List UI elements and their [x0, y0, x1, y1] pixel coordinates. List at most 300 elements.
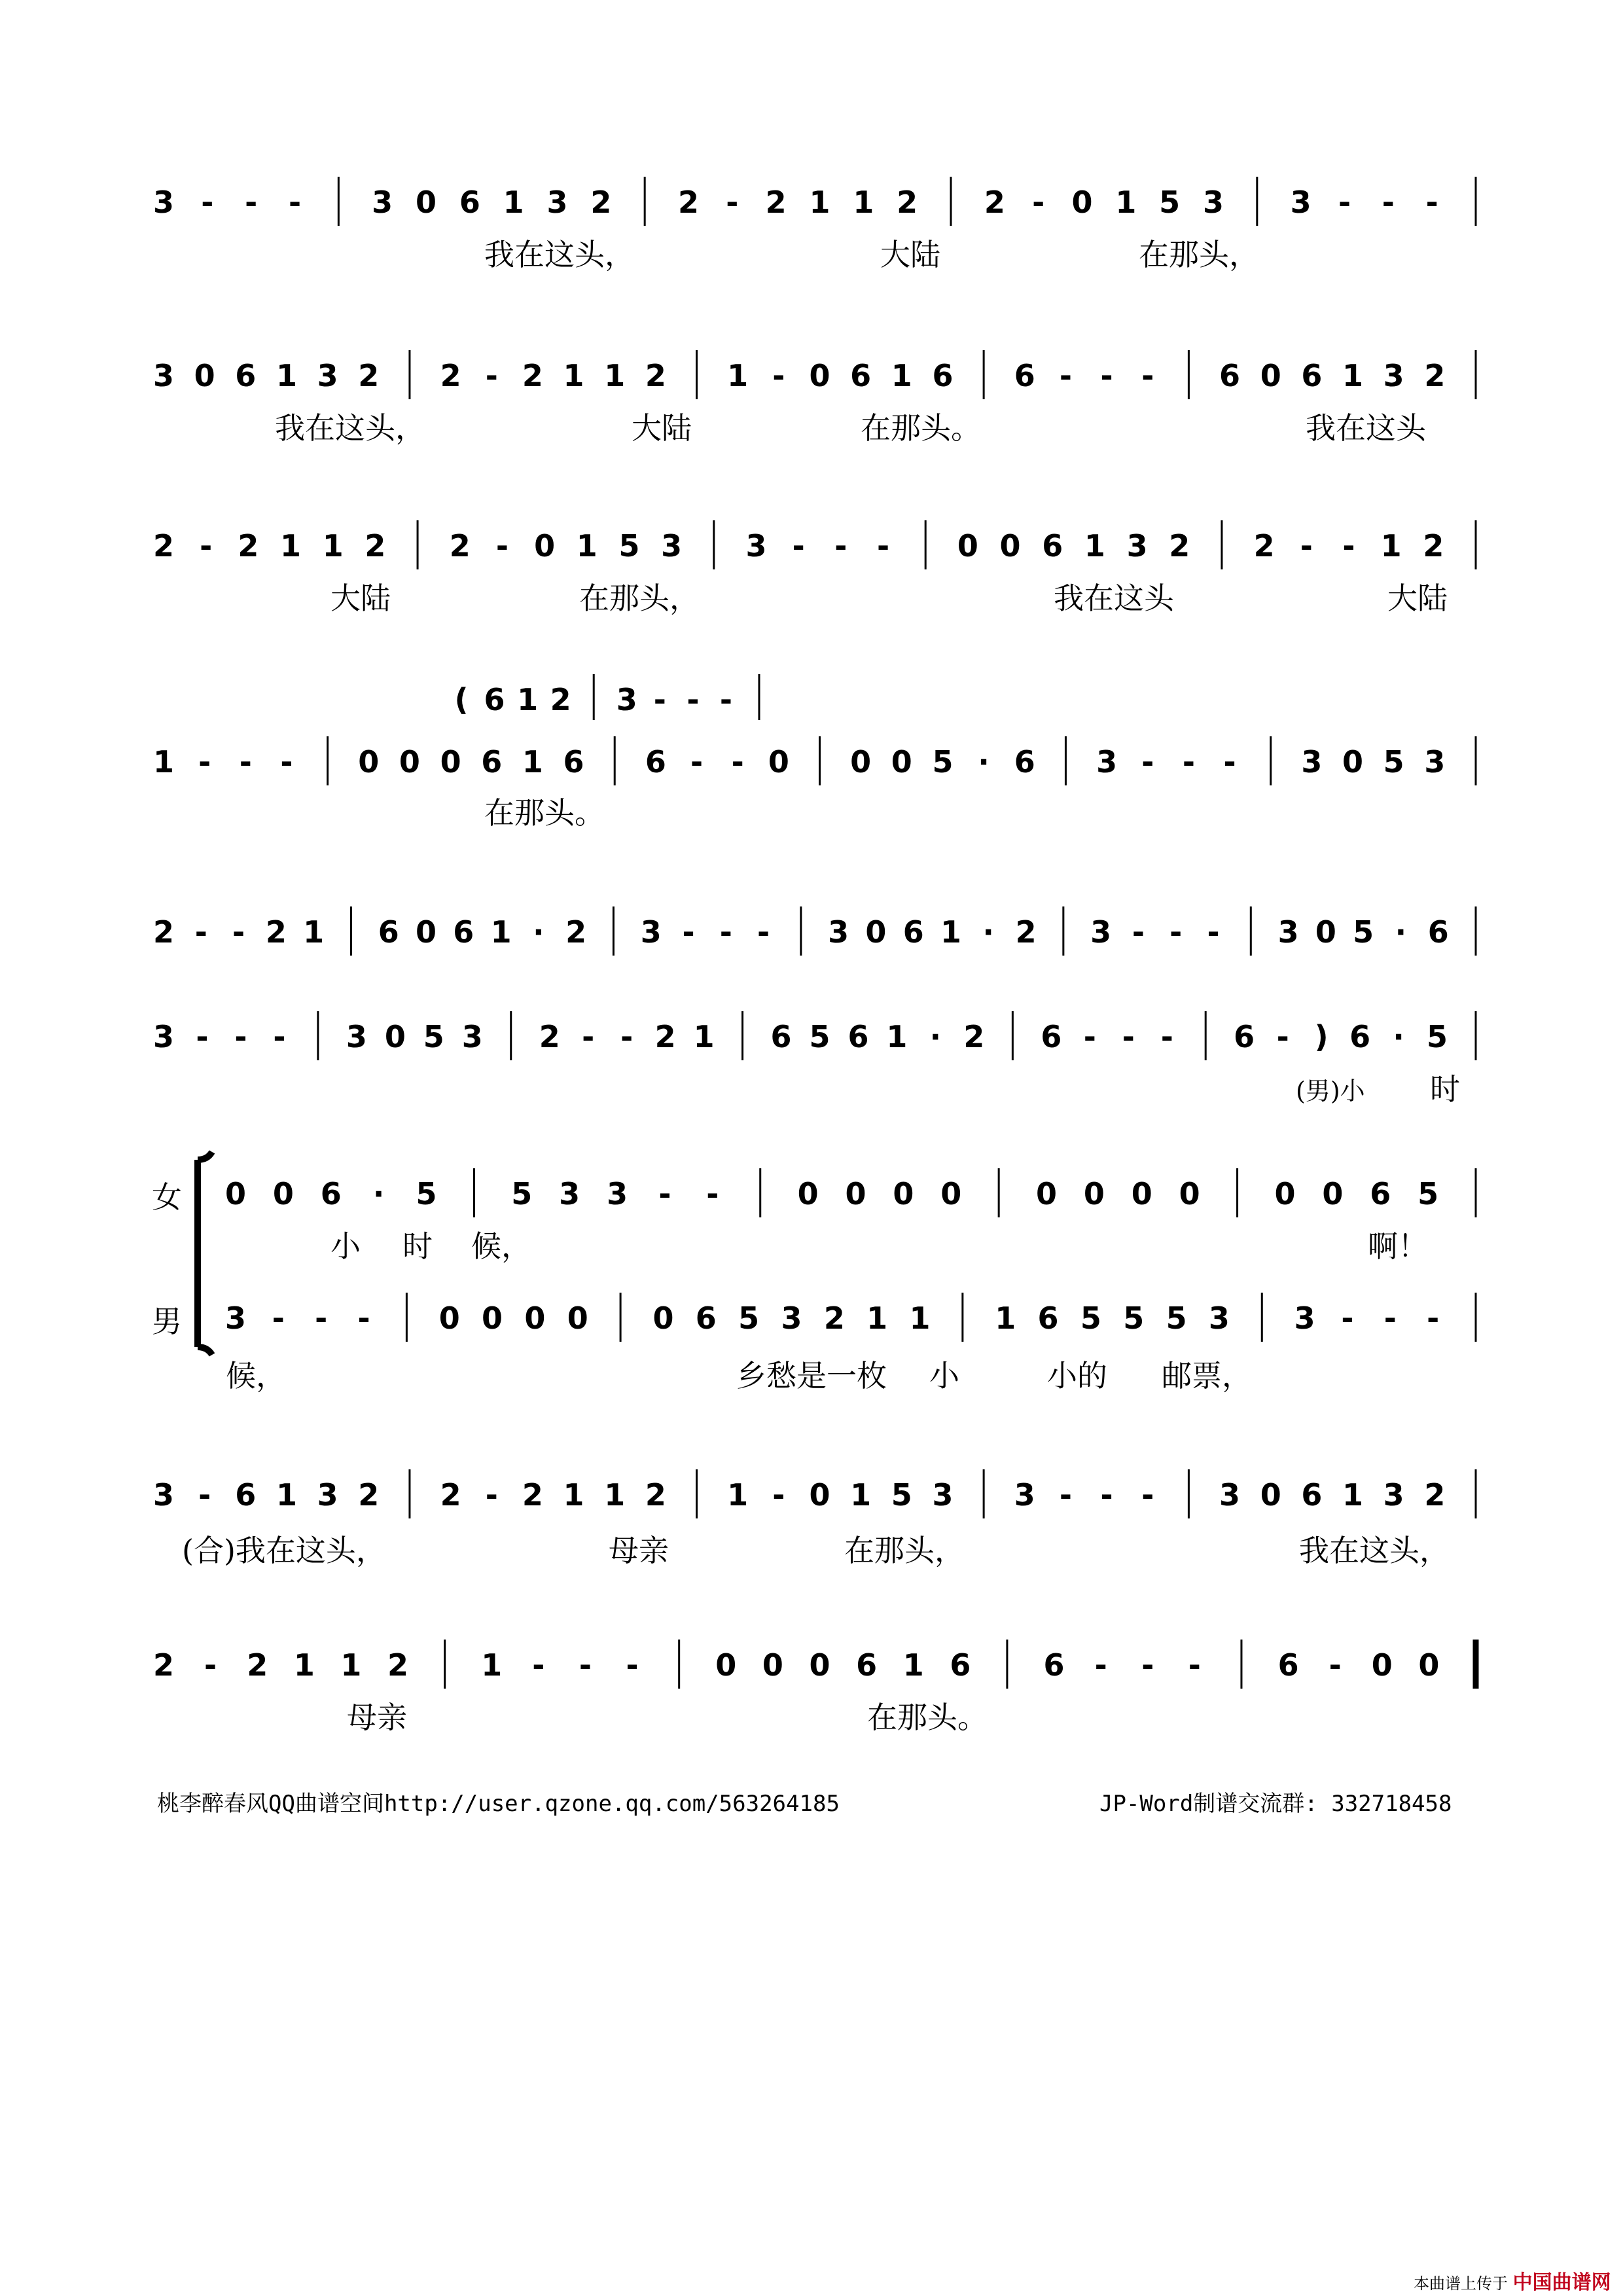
- note: -: [706, 1176, 719, 1211]
- note: 0: [768, 744, 789, 780]
- lyric: 在那头，: [579, 581, 700, 616]
- note: 2: [265, 914, 287, 950]
- note: -: [1223, 744, 1236, 780]
- note: 5: [1166, 1300, 1187, 1336]
- note: -: [1276, 1019, 1289, 1054]
- note: 3: [317, 1477, 338, 1513]
- stamp-brand: 中国曲谱网: [1512, 2271, 1611, 2294]
- note: -: [1141, 358, 1154, 393]
- note: 1: [693, 1019, 715, 1054]
- note: 0: [957, 528, 978, 564]
- note: 2: [1424, 358, 1446, 393]
- note: 0: [1071, 185, 1093, 220]
- note: 2: [1015, 914, 1037, 950]
- note: 3: [661, 528, 683, 564]
- note: -: [719, 914, 732, 950]
- note: ·: [533, 914, 544, 950]
- note: 0: [1371, 1647, 1393, 1683]
- note: 0: [534, 528, 556, 564]
- note: 1: [517, 682, 539, 717]
- note: -: [690, 744, 704, 780]
- note: -: [653, 682, 666, 717]
- note: 5: [1427, 1019, 1448, 1054]
- lyric: 邮票，: [1162, 1358, 1252, 1393]
- note: 0: [1260, 1477, 1281, 1513]
- note: -: [1160, 1019, 1173, 1054]
- note: 0: [567, 1300, 588, 1336]
- note: 3: [932, 1477, 954, 1513]
- note: -: [495, 528, 508, 564]
- upload-stamp: [1414, 2266, 1611, 2295]
- note: 0: [1322, 1176, 1344, 1211]
- lyric: 时: [1430, 1071, 1460, 1107]
- note: 3: [640, 914, 662, 950]
- note: -: [1141, 1477, 1154, 1513]
- note: 6: [235, 1477, 257, 1513]
- note: 2: [1424, 1477, 1446, 1513]
- note: 1: [853, 185, 874, 220]
- note: 3: [745, 528, 767, 564]
- note: 3: [1096, 744, 1118, 780]
- note: -: [288, 185, 302, 220]
- note: 6: [484, 682, 505, 717]
- note: 1: [481, 1647, 503, 1683]
- note: -: [682, 914, 695, 950]
- lyric: 我在这头: [1054, 581, 1174, 616]
- note: 2: [522, 358, 543, 393]
- note: 2: [1423, 528, 1444, 564]
- note: 1: [152, 744, 175, 780]
- note: 1: [909, 1300, 931, 1336]
- note: 0: [194, 358, 215, 393]
- note: 0: [482, 1300, 503, 1336]
- note: -: [245, 185, 258, 220]
- note: 6: [1042, 528, 1063, 564]
- lyric: 在那头，: [844, 1533, 965, 1568]
- note: 0: [715, 1647, 737, 1683]
- note: -: [1342, 528, 1355, 564]
- note: 1: [995, 1300, 1016, 1336]
- note: 2: [238, 528, 259, 564]
- system-8: [153, 1469, 1476, 1518]
- note: 0: [809, 358, 830, 393]
- note: 1: [340, 1647, 362, 1683]
- note: 2: [963, 1019, 985, 1054]
- note: -: [1059, 358, 1072, 393]
- note: 3: [1277, 914, 1299, 950]
- note: 3: [607, 1176, 628, 1211]
- note: 6: [1349, 1019, 1371, 1054]
- note: -: [273, 1019, 286, 1054]
- note: 1: [850, 1477, 872, 1513]
- note: 3: [1294, 1300, 1315, 1336]
- note: 1: [322, 528, 344, 564]
- lyric: 大陆: [330, 581, 391, 616]
- note: ·: [1393, 1019, 1404, 1054]
- system-4: [153, 736, 1476, 785]
- note: 3: [1301, 744, 1323, 780]
- lyric: 在那头。: [867, 1700, 988, 1735]
- note: -: [198, 744, 211, 780]
- note: 0: [224, 1176, 247, 1211]
- note: 2: [565, 914, 587, 950]
- note: 6: [453, 914, 474, 950]
- note: -: [1207, 914, 1220, 950]
- note: 0: [940, 1176, 962, 1211]
- note: 2: [440, 358, 461, 393]
- note: 6: [481, 744, 503, 780]
- footer-right: JP-Word制谱交流群: 332718458: [1099, 1791, 1452, 1817]
- system-6: [153, 1011, 1476, 1060]
- note: 3: [1219, 1477, 1241, 1513]
- note: 0: [1274, 1176, 1296, 1211]
- note: -: [687, 682, 700, 717]
- lyric: 小: [929, 1358, 959, 1393]
- note: ·: [978, 744, 990, 780]
- lyric: 小: [330, 1229, 361, 1264]
- lyric: (合)我在这头，: [182, 1533, 386, 1568]
- note: -: [1338, 185, 1351, 220]
- note: 5: [1353, 914, 1374, 950]
- note: 2: [358, 358, 380, 393]
- note: (: [454, 682, 469, 717]
- note: 6: [1301, 1477, 1323, 1513]
- note: 2: [152, 914, 175, 950]
- note: 3: [152, 185, 175, 220]
- note: 2: [1253, 528, 1275, 564]
- note: 2: [984, 185, 1005, 220]
- note: 0: [999, 528, 1021, 564]
- note: -: [620, 1019, 633, 1054]
- note: -: [834, 528, 847, 564]
- note: 2: [387, 1647, 409, 1683]
- note: -: [1425, 185, 1438, 220]
- note: 3: [781, 1300, 802, 1336]
- note: 3: [1014, 1477, 1035, 1513]
- note: 6: [1427, 914, 1449, 950]
- note: -: [582, 1019, 595, 1054]
- note: 6: [902, 914, 924, 950]
- lyric: 母亲: [609, 1533, 669, 1568]
- note: -: [1122, 1019, 1135, 1054]
- note: 2: [539, 1019, 560, 1054]
- note: 2: [365, 528, 386, 564]
- note: 1: [563, 358, 584, 393]
- note: 0: [524, 1300, 546, 1336]
- note: -: [792, 528, 805, 564]
- note: 1: [604, 358, 626, 393]
- note: 1: [1342, 1477, 1364, 1513]
- note: 1: [902, 1647, 924, 1683]
- note: 6: [850, 358, 872, 393]
- note: 2: [823, 1300, 845, 1336]
- part-label-male: 男: [152, 1304, 182, 1339]
- note: 1: [727, 1477, 749, 1513]
- note: 5: [809, 1019, 830, 1054]
- note: 2: [590, 185, 612, 220]
- lyric: 我在这头，: [275, 410, 425, 446]
- note: 3: [546, 185, 568, 220]
- note: 2: [152, 528, 175, 564]
- note: 2: [449, 528, 471, 564]
- system-5: [153, 906, 1476, 956]
- system-9: [153, 1640, 1476, 1689]
- note: 3: [317, 358, 338, 393]
- note: 6: [1014, 358, 1035, 393]
- note: -: [731, 744, 744, 780]
- note: -: [485, 1477, 498, 1513]
- note: -: [1059, 1477, 1072, 1513]
- note: 1: [1342, 358, 1364, 393]
- note: 2: [1169, 528, 1190, 564]
- note: 1: [522, 744, 543, 780]
- note: 0: [1260, 358, 1281, 393]
- note: -: [1341, 1300, 1354, 1336]
- note: ·: [372, 1176, 385, 1211]
- note: -: [198, 1477, 211, 1513]
- note: 0: [1418, 1647, 1440, 1683]
- note: 2: [654, 1019, 676, 1054]
- note: 1: [293, 1647, 315, 1683]
- note: 5: [1123, 1300, 1145, 1336]
- note: -: [876, 528, 890, 564]
- note: 5: [891, 1477, 912, 1513]
- lyric: 在那头。: [484, 795, 605, 831]
- note: -: [1083, 1019, 1096, 1054]
- note: -: [280, 744, 293, 780]
- note: 0: [845, 1176, 866, 1211]
- lyric: 小的: [1047, 1358, 1107, 1393]
- lyric: 候，: [471, 1229, 531, 1264]
- note: 3: [1126, 528, 1148, 564]
- note: 5: [1383, 744, 1404, 780]
- note: 3: [616, 682, 637, 717]
- note: 1: [276, 358, 297, 393]
- lyric: 候，: [226, 1358, 286, 1393]
- system-7-male: [225, 1293, 1476, 1342]
- note: 6: [459, 185, 480, 220]
- note: -: [1188, 1647, 1201, 1683]
- note: 3: [559, 1176, 580, 1211]
- stamp-text: 本曲谱上传于: [1414, 2274, 1508, 2293]
- note: 6: [847, 1019, 869, 1054]
- note: 6: [932, 358, 954, 393]
- note: 1: [940, 914, 962, 950]
- note: 1: [727, 358, 749, 393]
- note: 1: [303, 914, 325, 950]
- note: -: [1182, 744, 1195, 780]
- note: 6: [1234, 1019, 1255, 1054]
- lyric: 我在这头，: [1299, 1533, 1450, 1568]
- note: -: [194, 914, 207, 950]
- note: 6: [770, 1019, 792, 1054]
- lyric: 大陆: [632, 410, 692, 446]
- note: 6: [320, 1176, 342, 1211]
- note: 6: [950, 1647, 971, 1683]
- note: 0: [797, 1176, 819, 1211]
- note: 3: [152, 1019, 175, 1054]
- note: -: [1383, 1300, 1397, 1336]
- note: 0: [891, 744, 912, 780]
- note: 0: [809, 1477, 830, 1513]
- note: 2: [247, 1647, 268, 1683]
- note: -: [626, 1647, 639, 1683]
- note: 2: [645, 358, 666, 393]
- note: 5: [618, 528, 640, 564]
- note: 3: [1424, 744, 1446, 780]
- system-4-upper: [454, 674, 759, 720]
- part-label-female: 女: [152, 1179, 182, 1215]
- note: -: [772, 1477, 785, 1513]
- note: 3: [224, 1300, 247, 1336]
- note: 1: [891, 358, 912, 393]
- note: -: [1132, 914, 1145, 950]
- note: -: [579, 1647, 592, 1683]
- note: 1: [280, 528, 302, 564]
- note: 0: [652, 1300, 674, 1336]
- note: 3: [152, 1477, 175, 1513]
- lyric: 啊！: [1368, 1229, 1428, 1264]
- note: -: [315, 1300, 328, 1336]
- lyric: 我在这头: [1306, 410, 1426, 446]
- note: ·: [929, 1019, 942, 1054]
- note: 1: [604, 1477, 626, 1513]
- note: 6: [1219, 358, 1241, 393]
- note: 5: [1159, 185, 1181, 220]
- note: 2: [765, 185, 787, 220]
- note: ·: [1395, 914, 1407, 950]
- note: 2: [522, 1477, 543, 1513]
- note: 5: [1418, 1176, 1439, 1211]
- note: -: [196, 1019, 209, 1054]
- note: -: [232, 914, 245, 950]
- note: 6: [645, 744, 666, 780]
- note: 0: [850, 744, 872, 780]
- note: -: [204, 1647, 217, 1683]
- note: 5: [932, 744, 954, 780]
- system-7-female: [225, 1168, 1476, 1217]
- note: 0: [358, 744, 380, 780]
- note: 0: [399, 744, 420, 780]
- note: 0: [440, 744, 461, 780]
- note: 2: [550, 682, 571, 717]
- note: ): [1314, 1019, 1329, 1054]
- note: -: [532, 1647, 545, 1683]
- note: -: [1141, 744, 1154, 780]
- note: -: [1427, 1300, 1440, 1336]
- note: 6: [1043, 1647, 1065, 1683]
- lyric: 大陆: [1387, 581, 1448, 616]
- note: 1: [1380, 528, 1402, 564]
- note: -: [234, 1019, 247, 1054]
- note: 0: [1036, 1176, 1058, 1211]
- note: 6: [1277, 1647, 1299, 1683]
- note: 0: [438, 1300, 460, 1336]
- note: 6: [378, 914, 399, 950]
- note: 3: [1290, 185, 1311, 220]
- note: 0: [415, 914, 437, 950]
- note: -: [272, 1300, 285, 1336]
- note: -: [757, 914, 770, 950]
- note: -: [1382, 185, 1395, 220]
- note: 0: [384, 1019, 406, 1054]
- note: 5: [511, 1176, 533, 1211]
- note: 6: [1041, 1019, 1062, 1054]
- note: -: [1141, 1647, 1154, 1683]
- note: 0: [1342, 744, 1364, 780]
- note: -: [658, 1176, 671, 1211]
- note: 3: [1202, 185, 1224, 220]
- note: 2: [358, 1477, 380, 1513]
- part-bracket: [198, 1152, 212, 1355]
- note: 1: [490, 914, 512, 950]
- note: 3: [461, 1019, 483, 1054]
- lyric: 时: [402, 1229, 433, 1264]
- note: 2: [677, 185, 700, 220]
- note: 1: [886, 1019, 908, 1054]
- note: -: [719, 682, 732, 717]
- note: 2: [645, 1477, 666, 1513]
- note: -: [1032, 185, 1045, 220]
- note: -: [357, 1300, 370, 1336]
- note: 3: [1383, 1477, 1404, 1513]
- system-2: [153, 350, 1476, 399]
- note: 0: [415, 185, 437, 220]
- note: 6: [1037, 1300, 1059, 1336]
- system-3: [153, 520, 1476, 569]
- note: -: [726, 185, 739, 220]
- note: 1: [866, 1300, 888, 1336]
- note: 0: [762, 1647, 783, 1683]
- note: 0: [809, 1647, 830, 1683]
- note: 2: [440, 1477, 461, 1513]
- lyric: 我在这头，: [484, 237, 635, 272]
- note: -: [1094, 1647, 1107, 1683]
- system-1: [153, 177, 1476, 226]
- note: 2: [152, 1647, 175, 1683]
- note: 5: [1080, 1300, 1101, 1336]
- note: 6: [1301, 358, 1323, 393]
- note: 1: [563, 1477, 584, 1513]
- note: ·: [982, 914, 995, 950]
- note: 6: [563, 744, 584, 780]
- note: -: [485, 358, 498, 393]
- note: 0: [1179, 1176, 1200, 1211]
- note: 3: [828, 914, 849, 950]
- note: 6: [856, 1647, 878, 1683]
- note: -: [1100, 1477, 1113, 1513]
- note: 3: [372, 185, 393, 220]
- note: 3: [1090, 914, 1112, 950]
- lyric: 乡愁是一枚: [736, 1358, 887, 1393]
- note: 6: [1370, 1176, 1391, 1211]
- lyric: (男)小: [1296, 1077, 1365, 1105]
- note: 0: [1083, 1176, 1105, 1211]
- note: 6: [1014, 744, 1035, 780]
- note: 1: [276, 1477, 297, 1513]
- lyric: 母亲: [347, 1700, 407, 1735]
- note: -: [1100, 358, 1113, 393]
- note: -: [1329, 1647, 1342, 1683]
- note: 6: [695, 1300, 717, 1336]
- note: 1: [1084, 528, 1105, 564]
- note: 3: [346, 1019, 367, 1054]
- note: 3: [1208, 1300, 1230, 1336]
- note: 1: [576, 528, 597, 564]
- lyric: 大陆: [880, 237, 940, 272]
- note: 0: [1131, 1176, 1152, 1211]
- note: -: [1169, 914, 1183, 950]
